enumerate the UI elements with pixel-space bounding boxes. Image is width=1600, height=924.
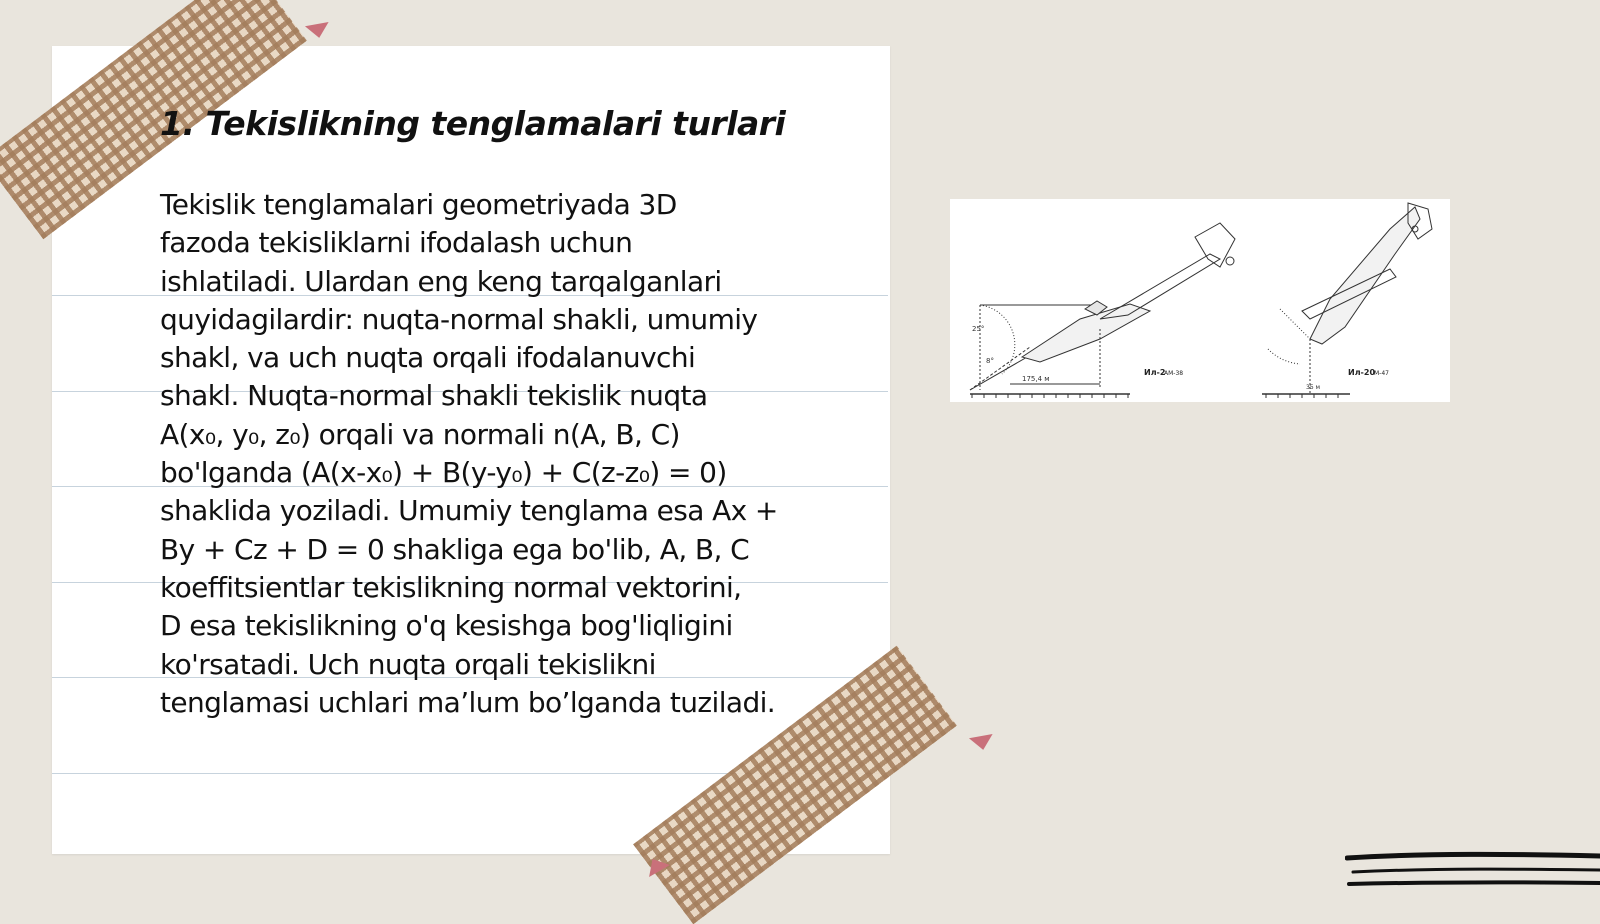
pink-pin-icon (969, 734, 995, 752)
aircraft-dive-diagram (950, 199, 1450, 402)
aircraft-name-left: Ил-2 (1144, 368, 1166, 377)
pink-pin-icon (305, 22, 331, 40)
paragraph-line: shaklida yoziladi. Umumiy tenglama esa Ax + (160, 494, 778, 528)
paragraph-line: ko'rsatadi. Uch nuqta orqali tekislikni (160, 647, 656, 681)
il20-aircraft-drawing (1262, 203, 1432, 394)
engine-label-left: АМ-38 (1164, 370, 1184, 377)
decorative-brush-strokes (1345, 850, 1600, 899)
slide-title: 1. Tekislikning tenglamalari turlari (160, 104, 786, 143)
slide-paragraph (160, 186, 860, 722)
angle-label-top: 25° (972, 325, 985, 333)
angle-label-bottom: 8° (986, 357, 994, 365)
paragraph-line: Tekislik tenglamalari geometriyada 3D (160, 188, 677, 221)
aircraft-name-right: Ил-20 (1348, 368, 1376, 377)
paragraph-line: bo'lganda (A(x-x₀) + B(y-y₀) + C(z-z₀) = 0) (160, 456, 727, 490)
distance-label-left: 175,4 м (1022, 375, 1050, 383)
paragraph-line: D esa tekislikning o'q kesishga bog'liqligini (160, 609, 733, 643)
paragraph-line: By + Cz + D = 0 shakliga ega bo'lib, A, B, C (160, 532, 750, 566)
paragraph-line: quyidagilardir: nuqta-normal shakli, umumiy (160, 302, 758, 336)
paragraph-line: fazoda tekisliklarni ifodalash uchun (160, 226, 633, 260)
distance-label-right: 35 м (1306, 384, 1321, 391)
paragraph-line: ishlatiladi. Ulardan eng keng tarqalganlari (160, 264, 722, 298)
paragraph-line: A(x₀, y₀, z₀) orqali va normali n(A, B, C) (160, 417, 680, 451)
paragraph-line: tenglamasi uchlari ma’lum bo’lganda tuziladi. (160, 685, 776, 719)
paragraph-line: koeffitsientlar tekislikning normal vektorini, (160, 570, 742, 604)
paragraph-line: shakl. Nuqta-normal shakli tekislik nuqta (160, 379, 708, 413)
il2-aircraft-drawing (970, 223, 1235, 394)
engine-label-right: М-47 (1374, 370, 1389, 377)
paragraph-line: shakl, va uch nuqta orqali ifodalanuvchi (160, 341, 696, 375)
